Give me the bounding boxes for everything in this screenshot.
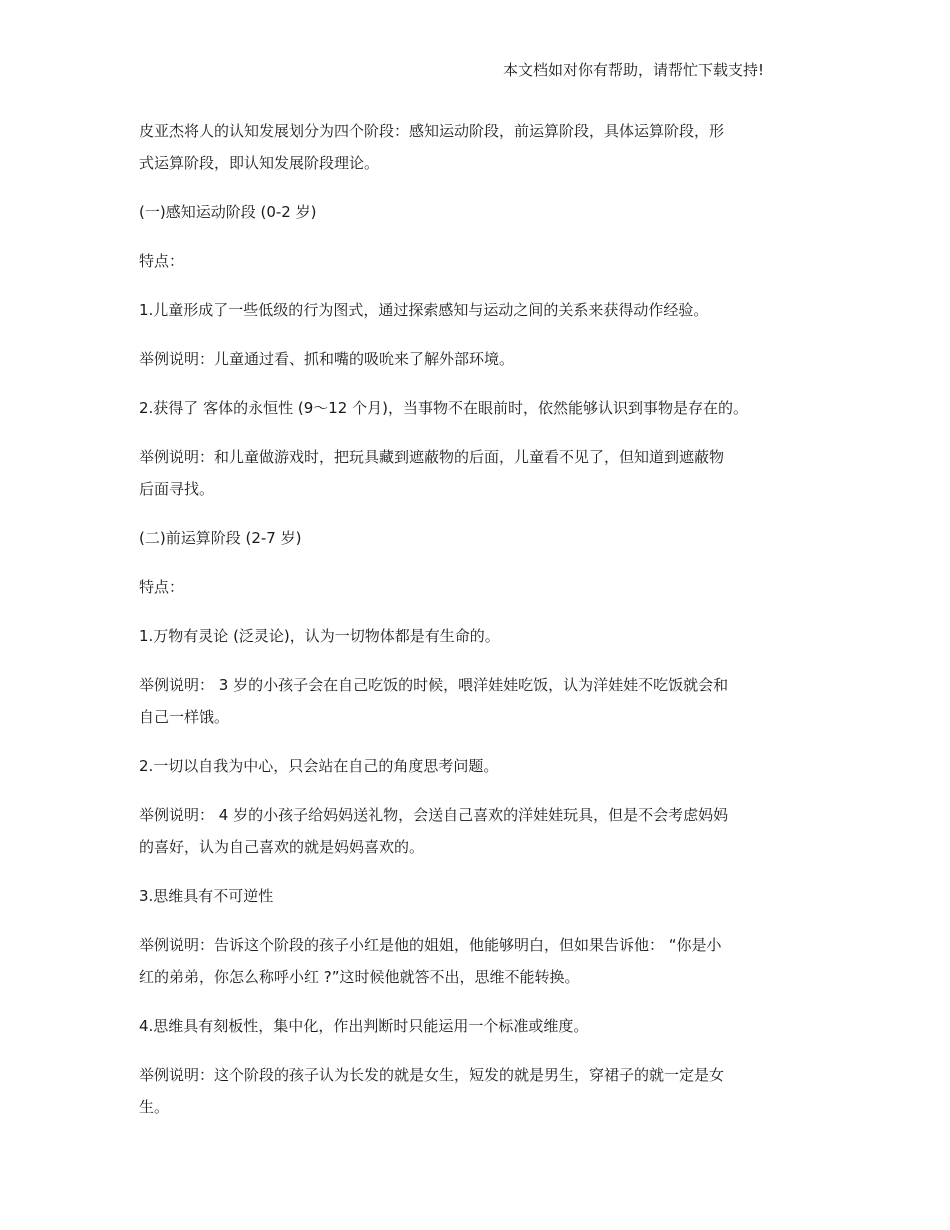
- text-line: 举例说明：这个阶段的孩子认为长发的就是女生，短发的就是男生，穿裙子的就一定是女: [139, 1066, 725, 1084]
- example-text: [139, 441, 819, 505]
- stage-heading-preoperational: [139, 522, 819, 554]
- text-line: 后面寻找。: [139, 480, 215, 498]
- features-label: [139, 571, 819, 603]
- text-line: 举例说明：儿童通过看、抓和嘴的吸吮来了解外部环境。: [139, 350, 515, 368]
- text-line: 皮亚杰将人的认知发展划分为四个阶段：感知运动阶段，前运算阶段，具体运算阶段，形: [139, 122, 725, 140]
- text-line: 3.思维具有不可逆性: [139, 887, 274, 905]
- text-line: 2.获得了 客体的永恒性 (9～12 个月)，当事物不在眼前时，依然能够认识到事物是存在的。: [139, 399, 748, 417]
- text-line: 的喜好，认为自己喜欢的就是妈妈喜欢的。: [139, 838, 425, 856]
- feature-item: [139, 880, 819, 912]
- feature-item: [139, 750, 819, 782]
- text-line: 特点：: [139, 578, 185, 596]
- example-text: [139, 669, 819, 733]
- text-line: 4.思维具有刻板性，集中化，作出判断时只能运用一个标准或维度。: [139, 1017, 589, 1035]
- download-support-header: 本文档如对你有帮助，请帮忙下载支持!: [503, 61, 765, 79]
- text-line: 1.儿童形成了一些低级的行为图式，通过探索感知与运动之间的关系来获得动作经验。: [139, 301, 709, 319]
- text-line: (二)前运算阶段 (2-7 岁): [139, 529, 302, 547]
- example-text: [139, 1059, 819, 1123]
- text-line: 举例说明：和儿童做游戏时，把玩具藏到遮蔽物的后面，儿童看不见了，但知道到遮蔽物: [139, 448, 725, 466]
- text-line: 举例说明： 3 岁的小孩子会在自己吃饭的时候，喂洋娃娃吃饭，认为洋娃娃不吃饭就会和: [139, 676, 729, 694]
- document-body: [139, 115, 819, 1123]
- feature-item: [139, 294, 819, 326]
- features-label: [139, 245, 819, 277]
- feature-item: [139, 620, 819, 652]
- text-line: 式运算阶段，即认知发展阶段理论。: [139, 154, 380, 172]
- text-line: 生。: [139, 1098, 170, 1116]
- text-line: 举例说明： 4 岁的小孩子给妈妈送礼物，会送自己喜欢的洋娃娃玩具，但是不会考虑妈妈: [139, 806, 729, 824]
- text-line: 1.万物有灵论 (泛灵论)，认为一切物体都是有生命的。: [139, 627, 500, 645]
- text-line: 2.一切以自我为中心，只会站在自己的角度思考问题。: [139, 757, 499, 775]
- example-text: [139, 929, 819, 993]
- text-line: 红的弟弟，你怎么称呼小红 ?”这时候他就答不出，思维不能转换。: [139, 968, 580, 986]
- text-line: 特点：: [139, 252, 185, 270]
- text-line: (一)感知运动阶段 (0-2 岁): [139, 203, 317, 221]
- stage-heading-sensorimotor: [139, 196, 819, 228]
- example-text: [139, 343, 819, 375]
- text-line: 自己一样饿。: [139, 708, 230, 726]
- feature-item: [139, 392, 819, 424]
- feature-item: [139, 1010, 819, 1042]
- text-line: 举例说明：告诉这个阶段的孩子小红是他的姐姐，他能够明白，但如果告诉他： “你是小: [139, 936, 722, 954]
- paragraph-intro: [139, 115, 819, 179]
- example-text: [139, 799, 819, 863]
